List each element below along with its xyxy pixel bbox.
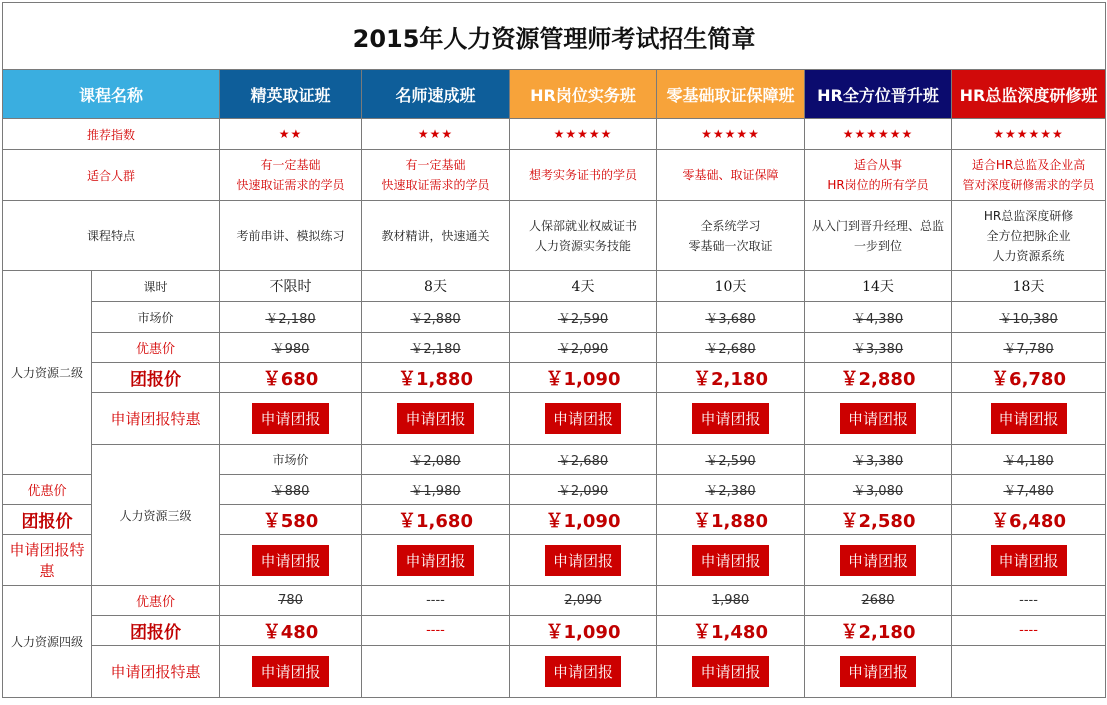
- header-course-5: HR全方位晋升班: [805, 70, 952, 119]
- discount-price: ￥2,680: [657, 333, 805, 363]
- hours-cell: 4天: [510, 271, 657, 302]
- group-price: ￥6,480: [952, 505, 1106, 535]
- group-price: ￥6,780: [952, 363, 1106, 393]
- level3-market-row: [3, 445, 1106, 475]
- level2-label: 人力资源二级: [3, 271, 92, 475]
- features-line: 零基础一次取证: [688, 238, 773, 253]
- apply-group-button[interactable]: 申请团报: [545, 403, 621, 434]
- audience-line: 适合从事: [853, 158, 902, 172]
- header-course-6: HR总监深度研修班: [952, 70, 1106, 119]
- rating-label: 推荐指数: [3, 119, 220, 150]
- apply-cell: [805, 535, 952, 586]
- apply-cell: [220, 535, 362, 586]
- group-price: ￥1,880: [657, 505, 805, 535]
- rating-stars: ★★★★★★: [952, 119, 1106, 150]
- audience-line: 管对深度研修需求的学员: [962, 178, 1095, 192]
- apply-group-button[interactable]: 申请团报: [840, 545, 916, 576]
- market-price: ￥4,380: [805, 302, 952, 333]
- apply-group-button[interactable]: 申请团报: [692, 656, 768, 687]
- level2-apply-row: [3, 393, 1106, 445]
- features-cell: [220, 201, 362, 271]
- features-row: [3, 201, 1106, 271]
- features-line: 人力资源系统: [992, 248, 1065, 263]
- group-price: ￥2,180: [805, 616, 952, 646]
- apply-group-button[interactable]: 申请团报: [991, 545, 1067, 576]
- group-price: ￥1,480: [657, 616, 805, 646]
- apply-cell: [510, 393, 657, 445]
- market-label: 市场价: [220, 445, 362, 475]
- discount-price: 1,980: [657, 586, 805, 616]
- apply-group-button[interactable]: 申请团报: [840, 403, 916, 434]
- market-price: ￥2,180: [220, 302, 362, 333]
- group-price-label: 团报价: [92, 616, 220, 646]
- header-course-4: 零基础取证保障班: [657, 70, 805, 119]
- features-line: 一步到位: [853, 238, 902, 253]
- group-price: ￥1,680: [362, 505, 510, 535]
- level4-group-row: [3, 616, 1106, 646]
- discount-label: 优惠价: [3, 475, 92, 505]
- apply-cell-empty: [952, 646, 1106, 698]
- header-course-3: HR岗位实务班: [510, 70, 657, 119]
- apply-cell: [952, 393, 1106, 445]
- audience-line: 快速取证需求的学员: [381, 178, 490, 192]
- apply-cell: [510, 535, 657, 586]
- level4-discount-row: [3, 586, 1106, 616]
- features-cell: [510, 201, 657, 271]
- apply-group-button[interactable]: 申请团报: [545, 545, 621, 576]
- audience-line: HR岗位的所有学员: [827, 178, 929, 192]
- apply-group-button[interactable]: 申请团报: [397, 545, 473, 576]
- discount-price: ----: [952, 586, 1106, 616]
- audience-line: 有一定基础: [405, 158, 466, 172]
- features-line: 人保部就业权威证书: [528, 218, 637, 233]
- discount-price: 2,090: [510, 586, 657, 616]
- group-price: ￥1,090: [510, 505, 657, 535]
- apply-label: 申请团报特惠: [92, 646, 220, 698]
- level2-market-row: [3, 302, 1106, 333]
- rating-stars: ★★★: [362, 119, 510, 150]
- market-price: ￥4,180: [952, 445, 1106, 475]
- features-line: 全系统学习: [700, 218, 761, 233]
- discount-price: ￥7,780: [952, 333, 1106, 363]
- apply-cell: [805, 646, 952, 698]
- audience-cell: [510, 150, 657, 201]
- discount-price: ￥980: [220, 333, 362, 363]
- apply-cell: [657, 535, 805, 586]
- apply-label: 申请团报特惠: [3, 535, 92, 586]
- group-price: ￥480: [220, 616, 362, 646]
- discount-price: ￥7,480: [952, 475, 1106, 505]
- discount-price: ￥3,080: [805, 475, 952, 505]
- apply-cell-empty: [362, 646, 510, 698]
- discount-price: ￥2,180: [362, 333, 510, 363]
- rating-stars: ★★: [220, 119, 362, 150]
- features-cell: [952, 201, 1106, 271]
- apply-cell: [362, 393, 510, 445]
- apply-group-button[interactable]: 申请团报: [545, 656, 621, 687]
- features-line: 人力资源实务技能: [534, 238, 631, 253]
- features-label: 课程特点: [3, 201, 220, 271]
- apply-group-button[interactable]: 申请团报: [991, 403, 1067, 434]
- audience-cell: [657, 150, 805, 201]
- apply-cell: [952, 535, 1106, 586]
- features-line: HR总监深度研修: [983, 208, 1074, 223]
- rating-row: [3, 119, 1106, 150]
- group-price: ----: [362, 616, 510, 646]
- market-price: ￥2,080: [362, 445, 510, 475]
- group-price: ￥1,090: [510, 363, 657, 393]
- audience-line: 想考实务证书的学员: [528, 168, 637, 182]
- group-price: ￥2,180: [657, 363, 805, 393]
- discount-price: ￥1,980: [362, 475, 510, 505]
- hours-cell: 10天: [657, 271, 805, 302]
- group-price: ￥1,090: [510, 616, 657, 646]
- level2-discount-row: [3, 333, 1106, 363]
- apply-group-button[interactable]: 申请团报: [840, 656, 916, 687]
- market-price: ￥3,680: [657, 302, 805, 333]
- apply-cell: [510, 646, 657, 698]
- discount-label: 优惠价: [92, 586, 220, 616]
- audience-row: [3, 150, 1106, 201]
- discount-price: ￥880: [220, 475, 362, 505]
- apply-cell: [220, 393, 362, 445]
- market-price: ￥2,680: [510, 445, 657, 475]
- group-price-label: 团报价: [92, 363, 220, 393]
- group-price: ￥2,880: [805, 363, 952, 393]
- discount-price: ￥2,090: [510, 333, 657, 363]
- market-label: 市场价: [92, 302, 220, 333]
- apply-group-button[interactable]: 申请团报: [692, 403, 768, 434]
- discount-price: ￥2,380: [657, 475, 805, 505]
- audience-cell: [952, 150, 1106, 201]
- discount-price: ￥3,380: [805, 333, 952, 363]
- audience-label: 适合人群: [3, 150, 220, 201]
- group-price: ￥1,880: [362, 363, 510, 393]
- apply-cell: [657, 646, 805, 698]
- level2-hours-row: [3, 271, 1106, 302]
- rating-stars: ★★★★★: [657, 119, 805, 150]
- features-line: 考前串讲、模拟练习: [236, 228, 345, 243]
- market-price: ￥2,880: [362, 302, 510, 333]
- apply-group-button[interactable]: 申请团报: [397, 403, 473, 434]
- level2-group-row: [3, 363, 1106, 393]
- features-line: 从入门到晋升经理、总监: [811, 218, 944, 233]
- market-price: ￥10,380: [952, 302, 1106, 333]
- header-course-1: 精英取证班: [220, 70, 362, 119]
- market-price: ￥2,590: [657, 445, 805, 475]
- page-title: 2015年人力资源管理师考试招生简章: [3, 3, 1106, 70]
- audience-line: 零基础、取证保障: [682, 168, 779, 182]
- audience-line: 适合HR总监及企业高: [971, 158, 1086, 172]
- group-price: ￥580: [220, 505, 362, 535]
- apply-cell: [362, 535, 510, 586]
- hours-cell: 不限时: [220, 271, 362, 302]
- header-course-2: 名师速成班: [362, 70, 510, 119]
- apply-cell: [657, 393, 805, 445]
- audience-cell: [805, 150, 952, 201]
- rating-stars: ★★★★★: [510, 119, 657, 150]
- discount-price: ----: [362, 586, 510, 616]
- hours-cell: 8天: [362, 271, 510, 302]
- features-cell: [805, 201, 952, 271]
- audience-line: 有一定基础: [260, 158, 321, 172]
- apply-group-button[interactable]: 申请团报: [252, 545, 328, 576]
- group-price: ￥2,580: [805, 505, 952, 535]
- apply-cell: [220, 646, 362, 698]
- header-course-name: 课程名称: [3, 70, 220, 119]
- apply-label: 申请团报特惠: [92, 393, 220, 445]
- rating-stars: ★★★★★★: [805, 119, 952, 150]
- market-price: ￥3,380: [805, 445, 952, 475]
- group-price: ￥680: [220, 363, 362, 393]
- apply-group-button[interactable]: 申请团报: [252, 656, 328, 687]
- hours-label: 课时: [92, 271, 220, 302]
- discount-price: 2680: [805, 586, 952, 616]
- header-row: [3, 70, 1106, 119]
- discount-label: 优惠价: [92, 333, 220, 363]
- discount-price: 780: [220, 586, 362, 616]
- audience-cell: [220, 150, 362, 201]
- enrollment-table: [2, 2, 1106, 698]
- audience-cell: [362, 150, 510, 201]
- apply-group-button[interactable]: 申请团报: [252, 403, 328, 434]
- group-price: ----: [952, 616, 1106, 646]
- features-cell: [657, 201, 805, 271]
- audience-line: 快速取证需求的学员: [236, 178, 345, 192]
- level3-label: 人力资源三级: [92, 445, 220, 586]
- features-line: 教材精讲，快速通关: [381, 228, 490, 243]
- features-cell: [362, 201, 510, 271]
- features-line: 全方位把脉企业: [986, 228, 1071, 243]
- discount-price: ￥2,090: [510, 475, 657, 505]
- market-price: ￥2,590: [510, 302, 657, 333]
- hours-cell: 14天: [805, 271, 952, 302]
- apply-group-button[interactable]: 申请团报: [692, 545, 768, 576]
- apply-cell: [805, 393, 952, 445]
- hours-cell: 18天: [952, 271, 1106, 302]
- level4-label: 人力资源四级: [3, 586, 92, 698]
- level4-apply-row: [3, 646, 1106, 698]
- group-price-label: 团报价: [3, 505, 92, 535]
